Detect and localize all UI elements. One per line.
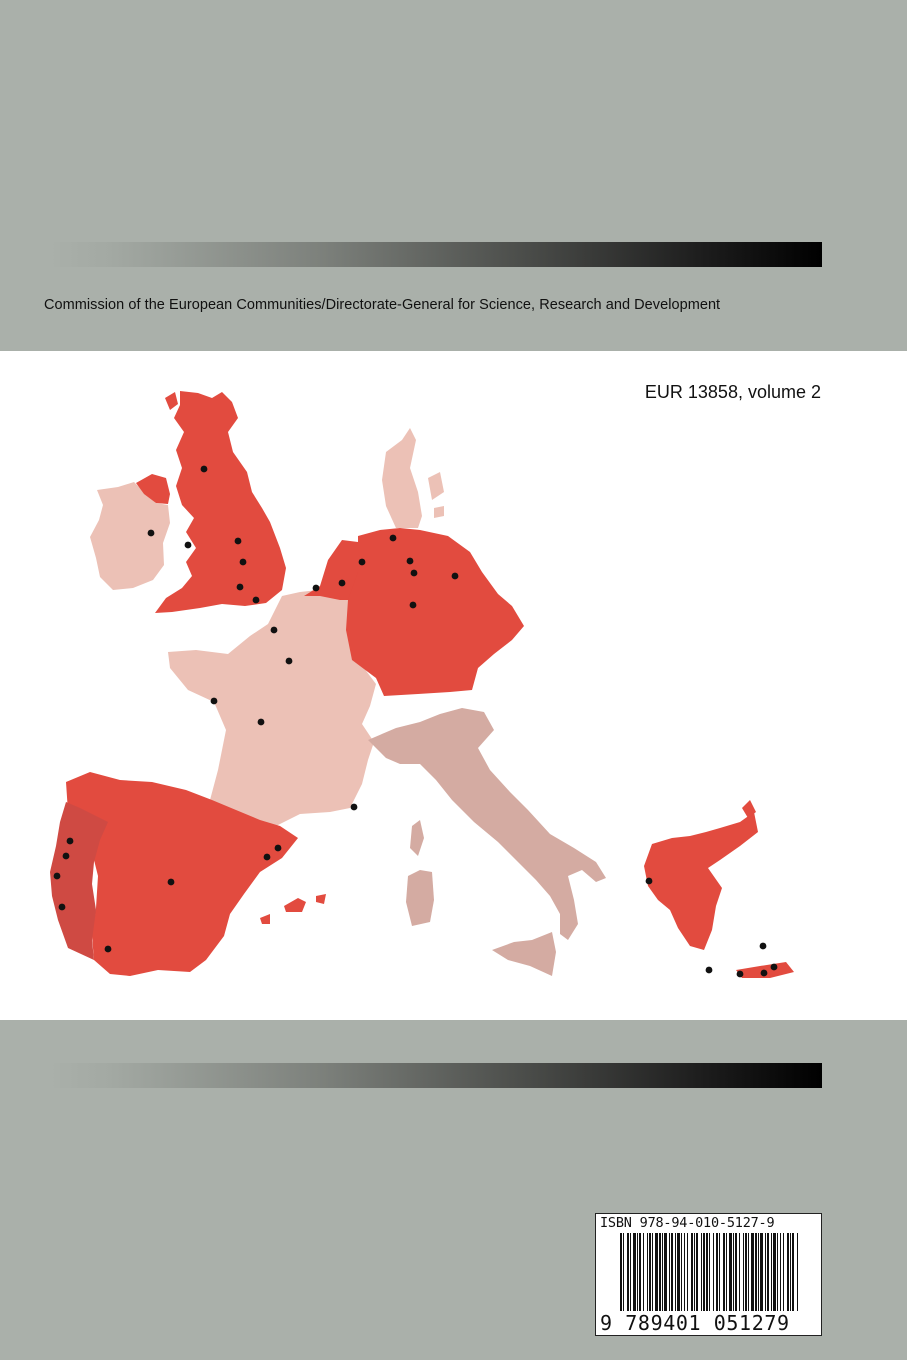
balearic-islands: [260, 894, 326, 924]
barcode-bar: [719, 1233, 720, 1311]
city-dot: [54, 873, 61, 880]
danish-islands: [428, 472, 444, 518]
barcode-bar: [706, 1233, 708, 1311]
sicily-region: [492, 932, 556, 976]
city-dot: [105, 946, 112, 953]
barcode-bar: [792, 1233, 794, 1311]
city-dot: [211, 698, 218, 705]
italy-region: [368, 708, 606, 940]
city-dot: [737, 971, 744, 978]
city-dot: [235, 538, 242, 545]
isbn-label: ISBN 978-94-010-5127-9: [600, 1215, 775, 1231]
barcode-bar: [691, 1233, 693, 1311]
barcode-bar: [748, 1233, 749, 1311]
barcode-bar: [733, 1233, 734, 1311]
city-dot: [148, 530, 155, 537]
barcode-bar: [751, 1233, 754, 1311]
barcode-bar: [790, 1233, 791, 1311]
barcode-bar: [771, 1233, 772, 1311]
barcode-bar: [643, 1233, 644, 1311]
barcode-bar: [655, 1233, 658, 1311]
city-dot: [760, 943, 767, 950]
city-dot: [407, 558, 414, 565]
city-dot: [271, 627, 278, 634]
barcode-bar: [687, 1233, 688, 1311]
city-dot: [339, 580, 346, 587]
city-dot: [771, 964, 778, 971]
barcode-bar: [755, 1233, 757, 1311]
publisher-line: Commission of the European Communities/Directorate-General for Science, Research and Development: [44, 297, 721, 313]
barcode-bar: [783, 1233, 784, 1311]
barcode-bar: [620, 1233, 622, 1311]
city-dot: [168, 879, 175, 886]
top-gradient-bar: [48, 242, 822, 267]
city-dot: [253, 597, 260, 604]
greece-region: [644, 812, 758, 950]
barcode-bar: [696, 1233, 698, 1311]
city-dot: [390, 535, 397, 542]
city-dot: [351, 804, 358, 811]
barcode-bar: [713, 1233, 714, 1311]
germany-region: [346, 528, 524, 696]
barcode-bar: [649, 1233, 651, 1311]
city-dot: [646, 878, 653, 885]
city-dot: [258, 719, 265, 726]
barcode-bar: [787, 1233, 789, 1311]
barcode-bar: [797, 1233, 798, 1311]
bottom-gradient-bar: [48, 1063, 822, 1088]
city-dot: [706, 967, 713, 974]
barcode-bar: [664, 1233, 667, 1311]
barcode-bar: [662, 1233, 663, 1311]
city-dot: [240, 559, 247, 566]
europe-map: [0, 351, 907, 1020]
city-dot: [59, 904, 66, 911]
city-dot: [410, 602, 417, 609]
barcode-bar: [773, 1233, 776, 1311]
barcode-bar: [627, 1233, 629, 1311]
city-dot: [286, 658, 293, 665]
barcode-bar: [735, 1233, 737, 1311]
barcode-bar: [745, 1233, 747, 1311]
city-dot: [313, 585, 320, 592]
scotland-islands: [165, 392, 178, 410]
city-dot: [185, 542, 192, 549]
barcode-bar: [716, 1233, 718, 1311]
barcode-block: [595, 1213, 822, 1336]
city-dot: [359, 559, 366, 566]
barcode-bar: [709, 1233, 710, 1311]
barcode-bar: [659, 1233, 661, 1311]
sardinia-region: [406, 870, 434, 926]
barcode-bar: [669, 1233, 670, 1311]
city-dot: [264, 854, 271, 861]
barcode-bar: [758, 1233, 759, 1311]
barcode-bar: [726, 1233, 727, 1311]
barcode-bars: [620, 1233, 800, 1311]
city-dot: [63, 853, 70, 860]
barcode-bar: [723, 1233, 725, 1311]
barcode-bar: [694, 1233, 695, 1311]
barcode-bar: [677, 1233, 680, 1311]
barcode-bar: [743, 1233, 744, 1311]
great-britain-region: [155, 391, 286, 613]
barcode-bar: [637, 1233, 638, 1311]
barcode-bar: [639, 1233, 641, 1311]
barcode-bar: [729, 1233, 732, 1311]
barcode-bar: [760, 1233, 763, 1311]
city-dot: [201, 466, 208, 473]
barcode-bar: [777, 1233, 778, 1311]
city-dot: [275, 845, 282, 852]
barcode-bar: [684, 1233, 685, 1311]
barcode-bar: [767, 1233, 769, 1311]
barcode-bar: [780, 1233, 781, 1311]
barcode-bar: [739, 1233, 740, 1311]
barcode-bar: [630, 1233, 631, 1311]
barcode-bar: [652, 1233, 653, 1311]
barcode-bar: [701, 1233, 702, 1311]
barcode-bar: [633, 1233, 636, 1311]
city-dot: [452, 573, 459, 580]
city-dot: [761, 970, 768, 977]
corsica-region: [410, 820, 424, 856]
city-dot: [67, 838, 74, 845]
series-number: EUR 13858, volume 2: [644, 382, 821, 402]
barcode-bar: [703, 1233, 705, 1311]
barcode-bar: [765, 1233, 766, 1311]
barcode-digits: 9 789401 051279: [600, 1311, 790, 1335]
barcode-bar: [647, 1233, 648, 1311]
city-dot: [237, 584, 244, 591]
barcode-bar: [623, 1233, 624, 1311]
denmark-region: [382, 428, 422, 528]
city-dot: [411, 570, 418, 577]
barcode-bar: [681, 1233, 682, 1311]
barcode-bar: [671, 1233, 673, 1311]
france-region: [168, 584, 376, 826]
barcode-bar: [675, 1233, 676, 1311]
